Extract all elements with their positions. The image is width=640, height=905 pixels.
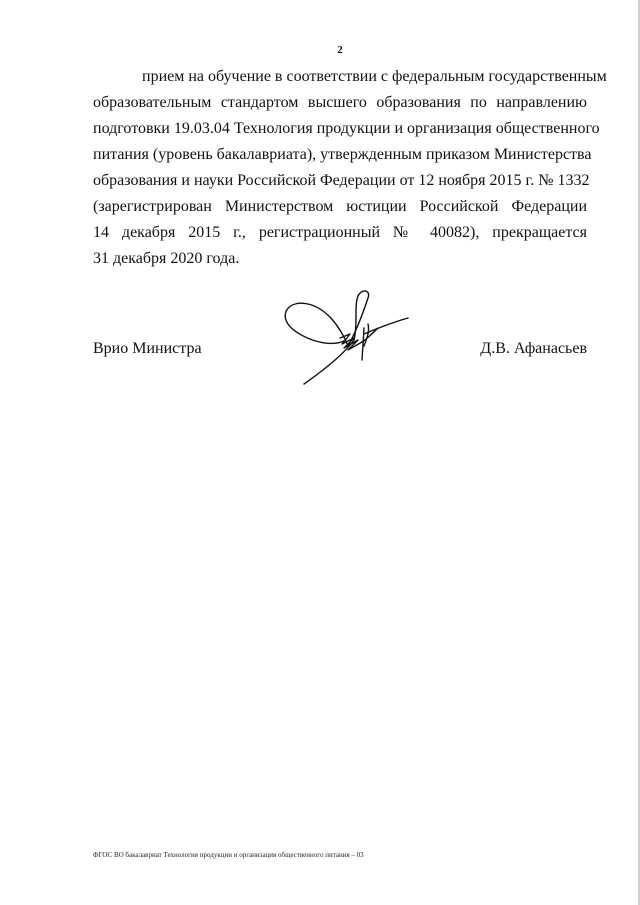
- document-paragraph: [93, 64, 607, 272]
- paragraph-line: образовательным стандартом высшего образования по направлению: [93, 94, 587, 111]
- paragraph-line: 14 декабря 2015 г., регистрационный № 40082), прекращается: [93, 224, 587, 241]
- paragraph-line: 31 декабря 2020 года.: [93, 250, 240, 267]
- document-footer: ФГОС ВО бакалавриат Технология продукции и организация общественного питания – 03: [93, 851, 364, 859]
- paragraph-line: (зарегистрирован Министерством юстиции Российской Федерации: [93, 198, 587, 215]
- handwritten-signature: [278, 288, 418, 388]
- paragraph-line: питания (уровень бакалавриата), утвержденным приказом Министерства: [93, 146, 592, 163]
- paragraph-line: подготовки 19.03.04 Технология продукции и организация общественного: [93, 120, 600, 137]
- signer-name: Д.В. Афанасьев: [480, 340, 587, 357]
- paragraph-line: прием на обучение в соответствии с федеральным государственным: [142, 68, 607, 85]
- signer-title: Врио Министра: [93, 340, 202, 357]
- page-number: 2: [337, 44, 343, 56]
- paragraph-line: образования и науки Российской Федерации от 12 ноября 2015 г. № 1332: [93, 172, 590, 189]
